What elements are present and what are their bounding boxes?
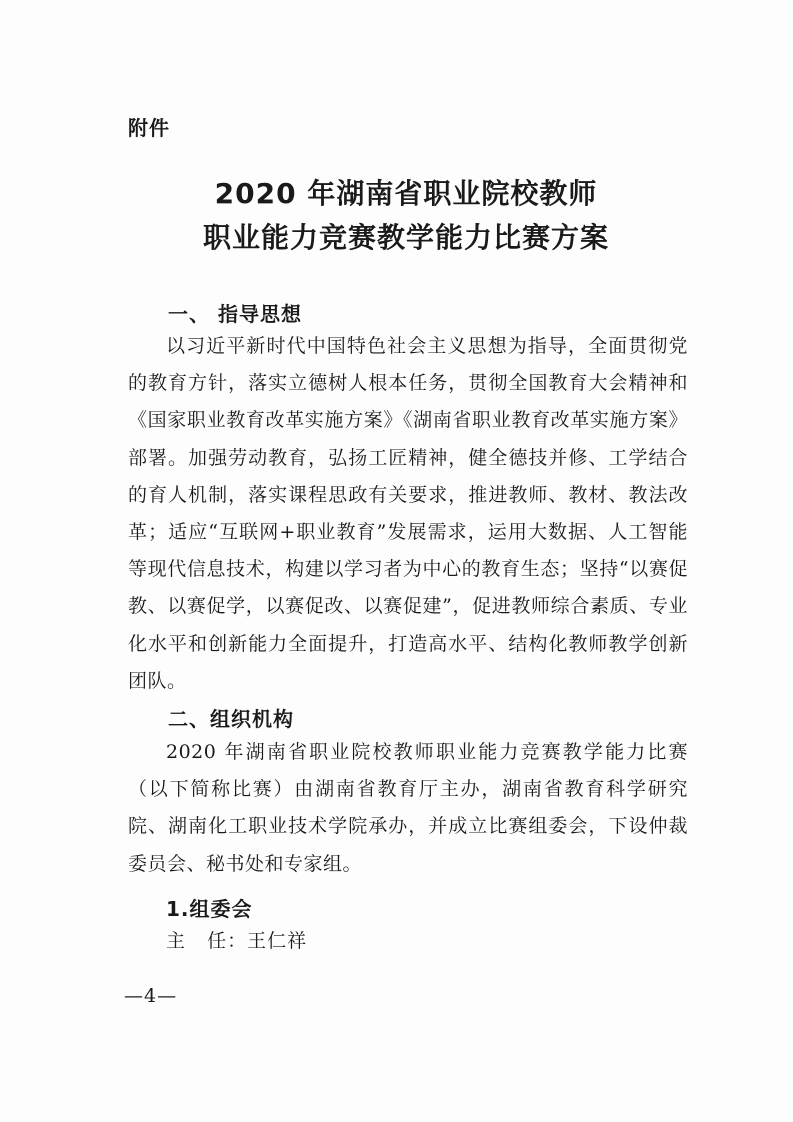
section-heading-organization: 二、组织机构 (168, 707, 294, 731)
section-heading-guiding-ideology: 一、 指导思想 (168, 302, 302, 326)
document-title-line-1: 2020 年湖南省职业院校教师 (214, 177, 598, 210)
paragraph-organization: 2020 年湖南省职业院校教师职业能力竞赛教学能力比赛（以下简称比赛）由湖南省教育厅主办，湖南省教育科学研究院、湖南化工职业技术学院承办，并成立比赛组委会，下设仲裁委员会、秘书处和专家组。 (128, 741, 688, 875)
committee-chair-line: 主 任：王仁祥 (166, 930, 308, 952)
paragraph-guiding-ideology: 以习近平新时代中国特色社会主义思想为指导，全面贯彻党的教育方针，落实立德树人根本任务，贯彻全国教育大会精神和《国家职业教育改革实施方案》《湖南省职业教育改革实施方案》部署。加强劳动教育，弘扬工匠精神，健全德技并修、工学结合的育人机制，落实课程思政有关要求，推进教师、教材、教法改革；适应“互联网+职业教育”发展需求，运用大数据、人工智能等现代信息技术，构建以学习者为中心的教育生态；坚持“以赛促教、以赛促学，以赛促改、以赛促建”，促进教师综合素质、专业化水平和创新能力全面提升，打造高水平、结构化教师教学创新团队。 (128, 335, 688, 692)
attachment-label: 附件 (128, 116, 170, 140)
subsection-heading-committee: 1.组委会 (166, 897, 253, 921)
document-title-line-2: 职业能力竞赛教学能力比赛方案 (202, 221, 609, 254)
page-number: —4— (124, 985, 178, 1007)
